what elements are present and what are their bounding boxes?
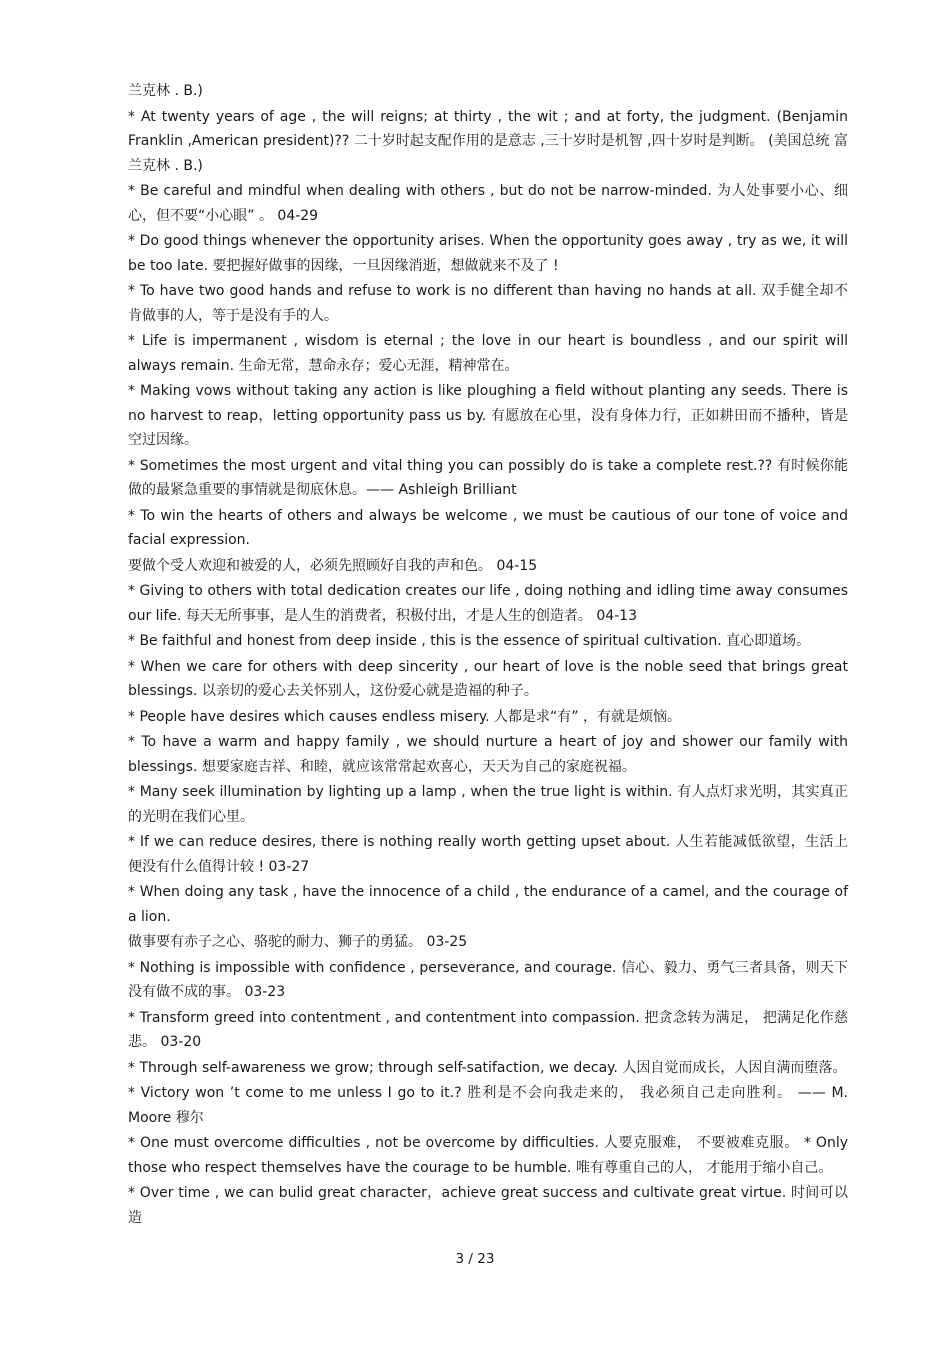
paragraph: * Do good things whenever the opportunity arises. When the opportunity goes away , try as we, it will be too late. 要把握好做事的因缘，一旦因缘消逝，想做就来不及了 !: [128, 233, 848, 274]
paragraph: * Sometimes the most urgent and vital thing you can possibly do is take a complete rest.?? 有时候你能做的最紧急重要的事情就是彻底休息。—— Ashleigh Brilliant: [128, 457, 848, 498]
body-text: [128, 79, 848, 1231]
paragraph: * At twenty years of age , the will reigns; at thirty , the wit ; and at forty, the judgment. (Benjamin Franklin ,American president)?? 二十岁时起支配作用的是意志 ,三十岁时是机智 ,四十岁时是判断。 (美国总统 富兰克林 . B.): [128, 108, 848, 174]
paragraph: * Making vows without taking any action is like ploughing a field without planting any seeds. There is no harvest to reap，letting opportunity pass us by. 有愿放在心里，没有身体力行，正如耕田而不播种，皆是空过因缘。: [128, 383, 848, 448]
paragraph: * Giving to others with total dedication creates our life , doing nothing and idling time away consumes our life. 每天无所事事，是人生的消费者，积极付出，才是人生的创造者。 04-13: [128, 583, 848, 624]
paragraph: * Nothing is impossible with confidence , perseverance, and courage. 信心、毅力、勇气三者具备，则天下没有做不成的事。 03-23: [128, 959, 848, 1000]
paragraph: * To win the hearts of others and always be welcome , we must be cautious of our tone of voice and facial expression.: [128, 507, 848, 548]
paragraph: * To have two good hands and refuse to work is no different than having no hands at all. 双手健全却不肯做事的人，等于是没有手的人。: [128, 283, 848, 324]
paragraph: * Many seek illumination by lighting up a lamp , when the true light is within. 有人点灯求光明，其实真正的光明在我们心里。: [128, 784, 848, 825]
paragraph: * If we can reduce desires, there is nothing really worth getting upset about. 人生若能减低欲望，生活上便没有什么值得计较 ! 03-27: [128, 834, 848, 875]
paragraph: * One must overcome difficulties , not be overcome by difficulties. 人要克服难， 不要被难克服。 * Only those who respect themselves have the courage to be humble. 唯有尊重自己的人， 才能用于缩小自己。: [128, 1135, 848, 1176]
paragraph: * Life is impermanent , wisdom is eternal ; the love in our heart is boundless , and our spirit will always remain. 生命无常，慧命永存；爱心无涯，精神常在。: [128, 333, 848, 374]
paragraph: * People have desires which causes endless misery. 人都是求“有” ，有就是烦恼。: [128, 708, 681, 725]
paragraph: * Over time , we can bulid great character，achieve great success and cultivate great virtue. 时间可以造: [128, 1185, 848, 1226]
page-number: 3 / 23: [455, 1251, 495, 1267]
paragraph: * Through self-awareness we grow; through self-satifaction, we decay. 人因自觉而成长，人因自满而堕落。: [128, 1059, 847, 1076]
paragraph: * To have a warm and happy family , we should nurture a heart of joy and shower our family with blessings. 想要家庭吉祥、和睦，就应该常常起欢喜心，天天为自己的家庭祝福。: [128, 734, 848, 775]
paragraph: * Be careful and mindful when dealing with others , but do not be narrow-minded. 为人处事要小心、细心，但不要“小心眼” 。 04-29: [128, 183, 848, 224]
paragraph: * Victory won ’t come to me unless I go to it.? 胜利是不会向我走来的， 我必须自己走向胜利。 —— M. Moore 穆尔: [128, 1085, 848, 1126]
paragraph: * When doing any task , have the innocence of a child , the endurance of a camel, and the courage of a lion.: [128, 884, 848, 925]
paragraph: * When we care for others with deep sincerity , our heart of love is the noble seed that brings great blessings. 以亲切的爱心去关怀别人，这份爱心就是造福的种子。: [128, 658, 848, 699]
paragraph: 要做个受人欢迎和被爱的人，必须先照顾好自我的声和色。 04-15: [128, 557, 538, 574]
paragraph: * Transform greed into contentment , and contentment into compassion. 把贪念转为满足， 把满足化作慈悲。 03-20: [128, 1009, 848, 1050]
paragraph: 兰克林 . B.): [128, 83, 203, 99]
paragraph: 做事要有赤子之心、骆驼的耐力、狮子的勇猛。 03-25: [128, 934, 468, 950]
paragraph: * Be faithful and honest from deep inside , this is the essence of spiritual cultivation. 直心即道场。: [128, 633, 811, 649]
